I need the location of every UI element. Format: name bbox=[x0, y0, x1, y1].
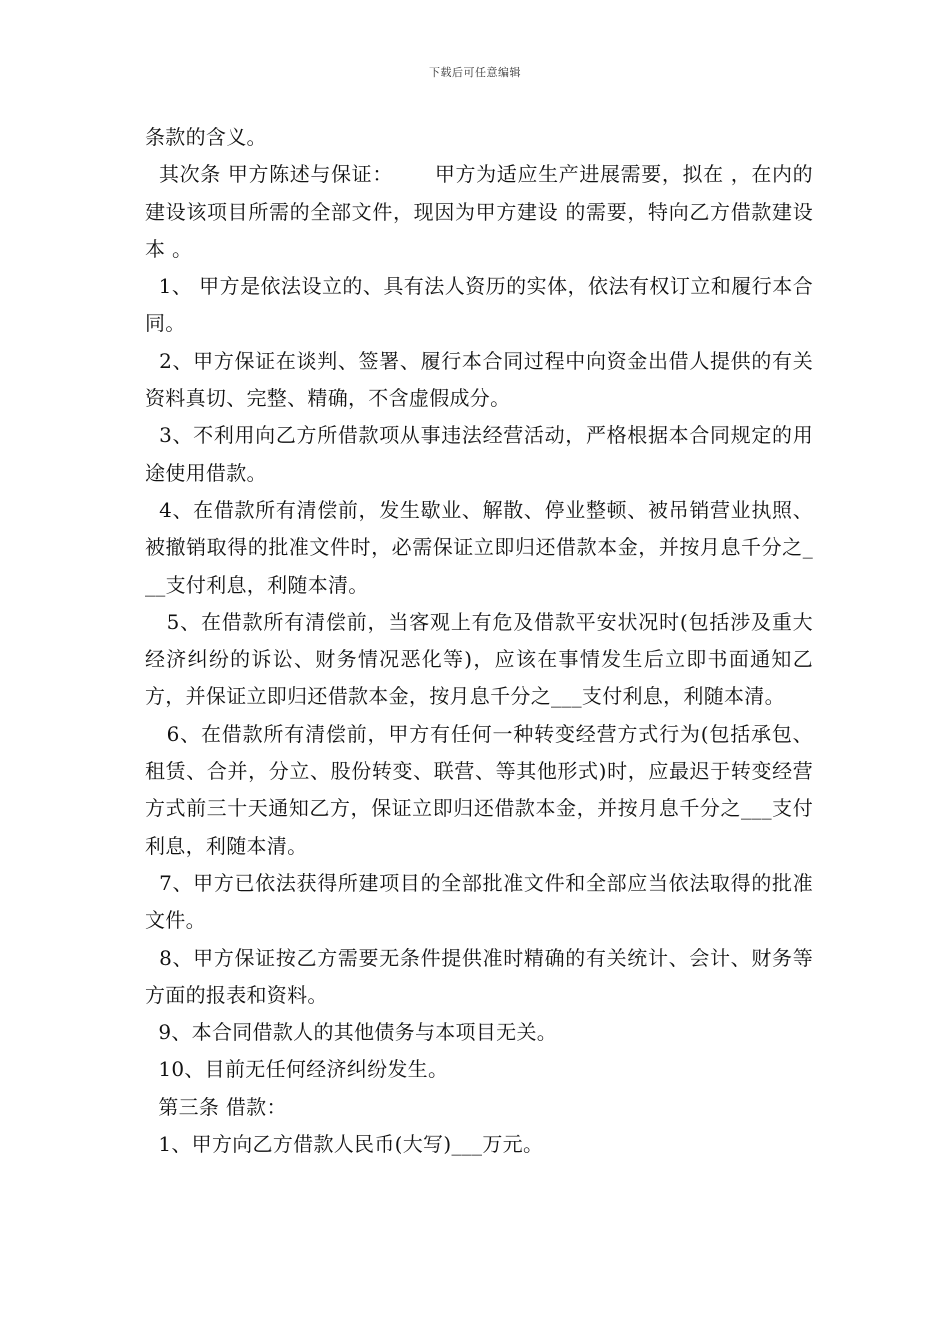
paragraph-item-3: 3、不利用向乙方所借款项从事违法经营活动，严格根据本合同规定的用途使用借款。 bbox=[145, 423, 813, 485]
paragraph-item-1: 1、 甲方是依法设立的、具有法人资历的实体，依法有权订立和履行本合同。 bbox=[145, 274, 813, 336]
page-header: 下载后可任意编辑 bbox=[429, 66, 521, 79]
paragraph-item-9: 9、本合同借款人的其他债务与本项目无关。 bbox=[145, 1020, 558, 1045]
paragraph-clause-meaning: 条款的含义。 bbox=[145, 125, 267, 149]
paragraph-item-10: 10、目前无任何经济纠纷发生。 bbox=[145, 1057, 449, 1082]
paragraph-article-3-heading: 第三条 借款： bbox=[145, 1094, 287, 1119]
paragraph-item-5: 5、在借款所有清偿前，当客观上有危及借款平安状况时(包括涉及重大经济纠纷的诉讼、财务情况恶化等)，应该在事情发生后立即书面通知乙方，并保证立即归还借款本金，按月息千分之___支付利息，利随本清。 bbox=[145, 609, 813, 709]
paragraph-item-2: 2、甲方保证在谈判、签署、履行本合同过程中向资金出借人提供的有关资料真切、完整、精确，不含虚假成分。 bbox=[145, 348, 813, 411]
paragraph-article-2-heading: 其次条 甲方陈述与保证： 甲方为适应生产进展需要，拟在 ，在内的建设该项目所需的全部文件，现因为甲方建设 的需要，特向乙方借款建设本 。 bbox=[145, 162, 813, 261]
paragraph-item-8: 8、甲方保证按乙方需要无条件提供准时精确的有关统计、会计、财务等方面的报表和资料。 bbox=[145, 945, 813, 1007]
paragraph-loan-item-1: 1、甲方向乙方借款人民币(大写)___万元。 bbox=[145, 1132, 544, 1157]
paragraph-item-4: 4、在借款所有清偿前，发生歇业、解散、停业整顿、被吊销营业执照、被撤销取得的批准文件时，必需保证立即归还借款本金，并按月息千分之___支付利息，利随本清。 bbox=[145, 497, 813, 597]
document-body bbox=[145, 119, 813, 1163]
paragraph-item-6: 6、在借款所有清偿前，甲方有任何一种转变经营方式行为(包括承包、租赁、合并，分立、股份转变、联营、等其他形式)时，应最迟于转变经营方式前三十天通知乙方，保证立即归还借款本金，并按月息千分之___支付利息，利随本清。 bbox=[145, 721, 813, 858]
paragraph-item-7: 7、甲方已依法获得所建项目的全部批准文件和全部应当依法取得的批准文件。 bbox=[145, 870, 813, 933]
